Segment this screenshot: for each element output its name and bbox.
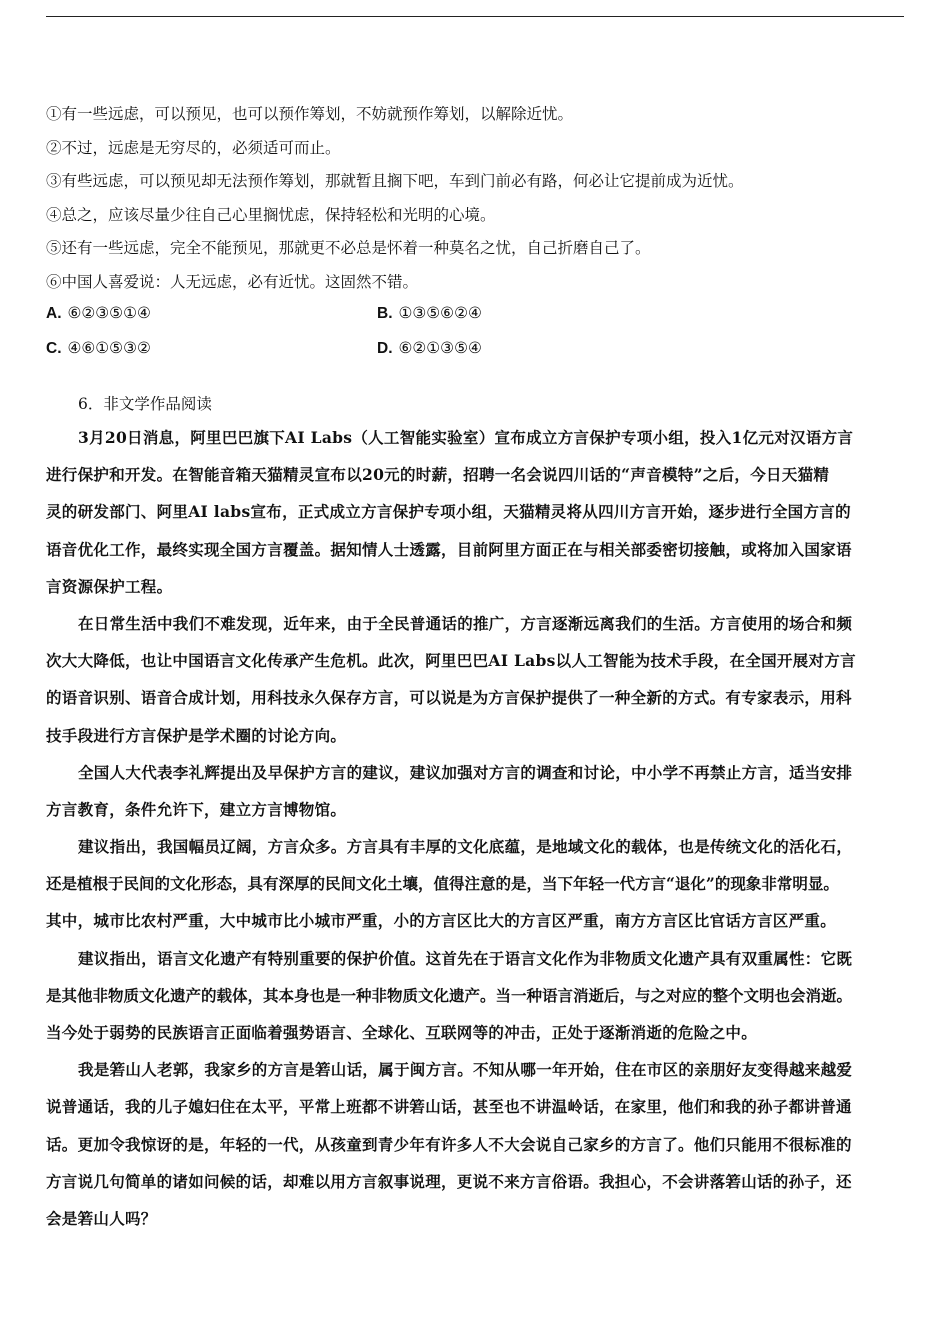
section-title: 6．非文学作品阅读 <box>78 395 212 413</box>
option-label: C. <box>46 340 62 357</box>
article-line: 其中，城市比农村严重，大中城市比小城市严重，小的方言区比大的方言区严重，南方方言区比官话方言区严重。 <box>46 911 837 931</box>
option-label: D. <box>377 340 393 357</box>
article-line: 在日常生活中我们不难发现，近年来，由于全民普通话的推广，方言逐渐远离我们的生活。方言使用的场合和频 <box>78 613 853 633</box>
sentence-item: ③有些远虑，可以预见却无法预作筹划，那就暂且搁下吧，车到门前必有路，何必让它提前成为近忧。 <box>46 172 744 190</box>
article-line: 建议指出，我国幅员辽阔，方言众多。方言具有丰厚的文化底蕴，是地域文化的载体，也是传统文化的活化石， <box>78 837 853 857</box>
option-a <box>46 296 151 331</box>
article-line: 我是箬山人老郭，我家乡的方言是箬山话，属于闽方言。不知从哪一年开始，住在市区的亲朋好友变得越来越爱 <box>78 1060 853 1080</box>
answer-options <box>46 296 906 366</box>
article-line: 3月20日消息，阿里巴巴旗下AI Labs（人工智能实验室）宣布成立方言保护专项小组，投入1亿元对汉语方言 <box>78 428 854 447</box>
article-line: 语音优化工作，最终实现全国方言覆盖。据知情人士透露，目前阿里方面正在与相关部委密切接触，或将加入国家语 <box>46 539 852 559</box>
sentence-item: ⑤还有一些远虑，完全不能预见，那就更不必总是怀着一种莫名之忧，自己折磨自己了。 <box>46 239 651 257</box>
option-text: ⑥②①③⑤④ <box>398 339 482 357</box>
option-c <box>46 331 151 366</box>
sentence-item: ①有一些远虑，可以预见，也可以预作筹划，不妨就预作筹划，以解除近忧。 <box>46 105 574 123</box>
sentence-item: ⑥中国人喜爱说：人无远虑，必有近忧。这固然不错。 <box>46 272 419 291</box>
article-line: 次大大降低，也让中国语言文化传承产生危机。此次，阿里巴巴AI Labs以人工智能为技术手段，在全国开展对方言 <box>46 651 856 671</box>
sentence-item: ②不过，远虑是无穷尽的，必须适可而止。 <box>46 138 341 157</box>
article-line: 进行保护和开发。在智能音箱天猫精灵宣布以20元的时薪，招聘一名会说四川话的“声音模特”之后，今日天猫精 <box>46 465 830 485</box>
option-label: B. <box>377 305 393 322</box>
option-row <box>46 331 906 366</box>
header-rule <box>46 16 904 17</box>
article-line: 话。更加令我惊讶的是，年轻的一代，从孩童到青少年有许多人不大会说自己家乡的方言了。他们只能用不很标准的 <box>46 1134 852 1154</box>
option-text: ⑥②③⑤①④ <box>67 304 151 322</box>
option-text: ④⑥①⑤③② <box>67 339 151 357</box>
article-line: 说普通话，我的儿子媳妇住在太平，平常上班都不讲箬山话，甚至也不讲温岭话，在家里，他们和我的孙子都讲普通 <box>46 1097 852 1117</box>
article-line: 全国人大代表李礼辉提出及早保护方言的建议，建议加强对方言的调查和讨论，中小学不再禁止方言，适当安排 <box>78 762 853 782</box>
option-b <box>377 296 482 331</box>
option-row <box>46 296 906 331</box>
option-d <box>377 331 482 366</box>
sentence-item: ④总之，应该尽量少往自己心里搁忧虑，保持轻松和光明的心境。 <box>46 205 496 224</box>
article-line: 还是植根于民间的文化形态，具有深厚的民间文化土壤，值得注意的是，当下年轻一代方言“退化”的现象非常明显。 <box>46 874 839 894</box>
article-line: 灵的研发部门、阿里AI labs宣布，正式成立方言保护专项小组，天猫精灵将从四川方言开始，逐步进行全国方言的 <box>46 502 851 522</box>
option-label: A. <box>46 305 62 322</box>
article-line: 技手段进行方言保护是学术圈的讨论方向。 <box>46 725 347 745</box>
option-text: ①③⑤⑥②④ <box>398 304 482 322</box>
article-line: 的语音识别、语音合成计划，用科技永久保存方言，可以说是为方言保护提供了一种全新的方式。有专家表示，用科 <box>46 688 852 708</box>
article-line: 当今处于弱势的民族语言正面临着强势语言、全球化、互联网等的冲击，正处于逐渐消逝的危险之中。 <box>46 1023 758 1042</box>
sentence-list <box>46 98 906 299</box>
article-line: 方言说几句简单的诸如问候的话，却难以用方言叙事说理，更说不来方言俗语。我担心，不会讲落箬山话的孙子，还 <box>46 1171 852 1191</box>
article-line: 建议指出，语言文化遗产有特别重要的保护价值。这首先在于语言文化作为非物质文化遗产具有双重属性：它既 <box>78 948 853 968</box>
article-line: 方言教育，条件允许下，建立方言博物馆。 <box>46 799 347 819</box>
article-line: 言资源保护工程。 <box>46 576 173 596</box>
article-line: 会是箬山人吗？ <box>46 1208 157 1228</box>
article-line: 是其他非物质文化遗产的载体，其本身也是一种非物质文化遗产。当一种语言消逝后，与之对应的整个文明也会消逝。 <box>46 985 853 1005</box>
article-body <box>46 419 912 1237</box>
